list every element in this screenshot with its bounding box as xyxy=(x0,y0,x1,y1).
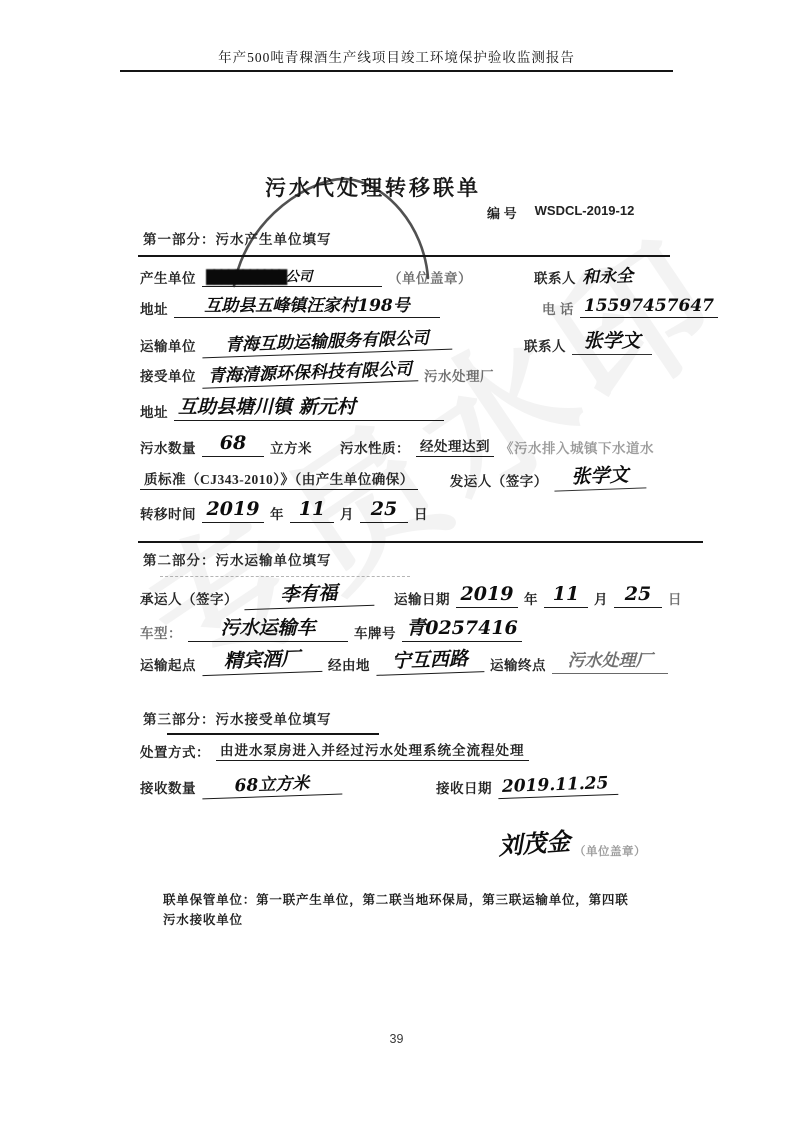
page-number: 39 xyxy=(389,1032,404,1046)
quantity-label: 污水数量 xyxy=(140,440,196,456)
receiver-seal-note: （单位盖章） xyxy=(574,846,646,858)
contact1-value: 和永全 xyxy=(581,266,634,288)
section3-heading: 第三部分：污水接受单位填写 xyxy=(143,712,332,727)
receiver-suffix: 污水处理厂 xyxy=(424,369,494,385)
quantity-unit: 立方米 xyxy=(270,440,312,456)
nature-label: 污水性质： xyxy=(340,440,410,456)
producer-value: ███████████公司 xyxy=(202,269,382,287)
transfer-time-label: 转移时间 xyxy=(140,506,196,522)
retention-note-line1: 联单保管单位：第一联产生单位，第二联当地环保局，第三联运输单位，第四联 xyxy=(163,893,629,907)
contact2-value: 张学文 xyxy=(572,330,652,355)
seal-note: （单位盖章） xyxy=(388,271,472,286)
plate-value: 青0257416 xyxy=(402,617,522,642)
transport-date-label: 运输日期 xyxy=(394,591,450,607)
retention-note xyxy=(163,890,675,930)
quantity-value: 68 xyxy=(202,432,264,457)
phone-value: 15597457647 xyxy=(580,296,718,318)
address2-value: 互助县塘川镇 新元村 xyxy=(174,396,444,421)
transfer-month-unit: 月 xyxy=(340,506,354,522)
via-label: 经由地 xyxy=(328,657,370,673)
vehicle-label: 车型： xyxy=(140,625,182,641)
transport-year-unit: 年 xyxy=(524,591,538,607)
carrier-label: 承运人（签字） xyxy=(140,591,238,607)
section2-dashes xyxy=(160,576,410,577)
standard-line: 质标准（CJ343-2010）》（由产生单位确保） xyxy=(140,472,418,490)
quantity-row xyxy=(140,432,654,457)
producer-label: 产生单位 xyxy=(140,271,196,286)
consignor-label: 发运人（签字） xyxy=(449,473,548,489)
received-date-value: 2019.11.25 xyxy=(498,773,619,800)
plate-label: 车牌号 xyxy=(354,625,396,641)
carrier-signature: 李有福 xyxy=(244,581,375,610)
section2-rule xyxy=(138,541,703,543)
receiver-value: 青海清源环保科技有限公司 xyxy=(202,359,419,389)
consignor-signature: 张学文 xyxy=(553,463,646,491)
received-qty-label: 接收数量 xyxy=(140,781,196,797)
doc-number xyxy=(487,203,634,222)
via-value: 宁互西路 xyxy=(376,647,485,676)
transfer-month: 11 xyxy=(290,498,334,523)
dest-value: 污水处理厂 xyxy=(552,651,668,673)
carrier-row xyxy=(140,583,682,608)
transport-month-unit: 月 xyxy=(594,591,608,607)
producer-address-row xyxy=(140,296,718,318)
header-rule xyxy=(120,70,673,72)
disposal-value: 由进水泵房进入并经过污水处理系统全流程处理 xyxy=(216,743,529,761)
disposal-row xyxy=(140,741,529,761)
standard-row xyxy=(140,465,646,490)
receiver-label: 接受单位 xyxy=(140,369,196,385)
origin-value: 精宾酒厂 xyxy=(202,647,323,676)
phone-label: 电 话 xyxy=(542,302,574,318)
receiver-address-row xyxy=(140,396,444,421)
vehicle-value: 污水运输车 xyxy=(188,617,348,642)
transfer-year: 2019 xyxy=(202,498,264,523)
producer-row xyxy=(140,262,633,287)
transporter-value: 青海互助运输服务有限公司 xyxy=(202,328,453,359)
doc-number-value: WSDCL-2019-12 xyxy=(534,203,635,218)
route-row xyxy=(140,649,668,674)
section3-rule xyxy=(167,733,379,735)
form-title: 污水代处理转移联单 xyxy=(265,176,481,200)
contact2-label: 联系人 xyxy=(524,338,566,354)
received-qty-value: 68立方米 xyxy=(202,773,343,800)
disposal-label: 处置方式： xyxy=(140,745,210,760)
receiver-row xyxy=(140,359,494,387)
vehicle-row xyxy=(140,617,522,642)
address2-label: 地址 xyxy=(140,404,168,420)
received-date-label: 接收日期 xyxy=(436,781,492,797)
transporter-row xyxy=(140,330,652,355)
nature-underlined: 经处理达到 xyxy=(416,439,494,457)
section1-rule xyxy=(138,255,670,257)
transport-day-unit: 日 xyxy=(668,591,682,607)
origin-label: 运输起点 xyxy=(140,657,196,673)
address1-value: 互助县五峰镇汪家村198号 xyxy=(174,296,440,318)
address1-label: 地址 xyxy=(140,302,168,318)
transport-year: 2019 xyxy=(456,583,518,608)
report-header: 年产500吨青稞酒生产线项目竣工环境保护验收监测报告 xyxy=(218,50,575,65)
transfer-day: 25 xyxy=(360,498,408,523)
transport-day: 25 xyxy=(614,583,662,608)
receiver-signature-block xyxy=(498,824,646,859)
transport-month: 11 xyxy=(544,583,588,608)
receiver-signature: 刘茂金 xyxy=(497,826,572,861)
transfer-year-unit: 年 xyxy=(270,506,284,522)
received-row xyxy=(140,775,618,797)
section2-heading: 第二部分：污水运输单位填写 xyxy=(143,553,332,568)
transfer-time-row xyxy=(140,498,428,523)
transporter-label: 运输单位 xyxy=(140,338,196,354)
retention-note-line2: 污水接收单位 xyxy=(163,913,243,927)
dest-label: 运输终点 xyxy=(490,657,546,673)
section1-heading: 第一部分：污水产生单位填写 xyxy=(143,232,332,247)
nature-rest: 《污水排入城镇下水道水 xyxy=(500,440,654,456)
doc-number-label: 编 号 xyxy=(487,206,517,221)
contact1-label: 联系人 xyxy=(534,271,576,286)
transfer-day-unit: 日 xyxy=(414,506,428,522)
